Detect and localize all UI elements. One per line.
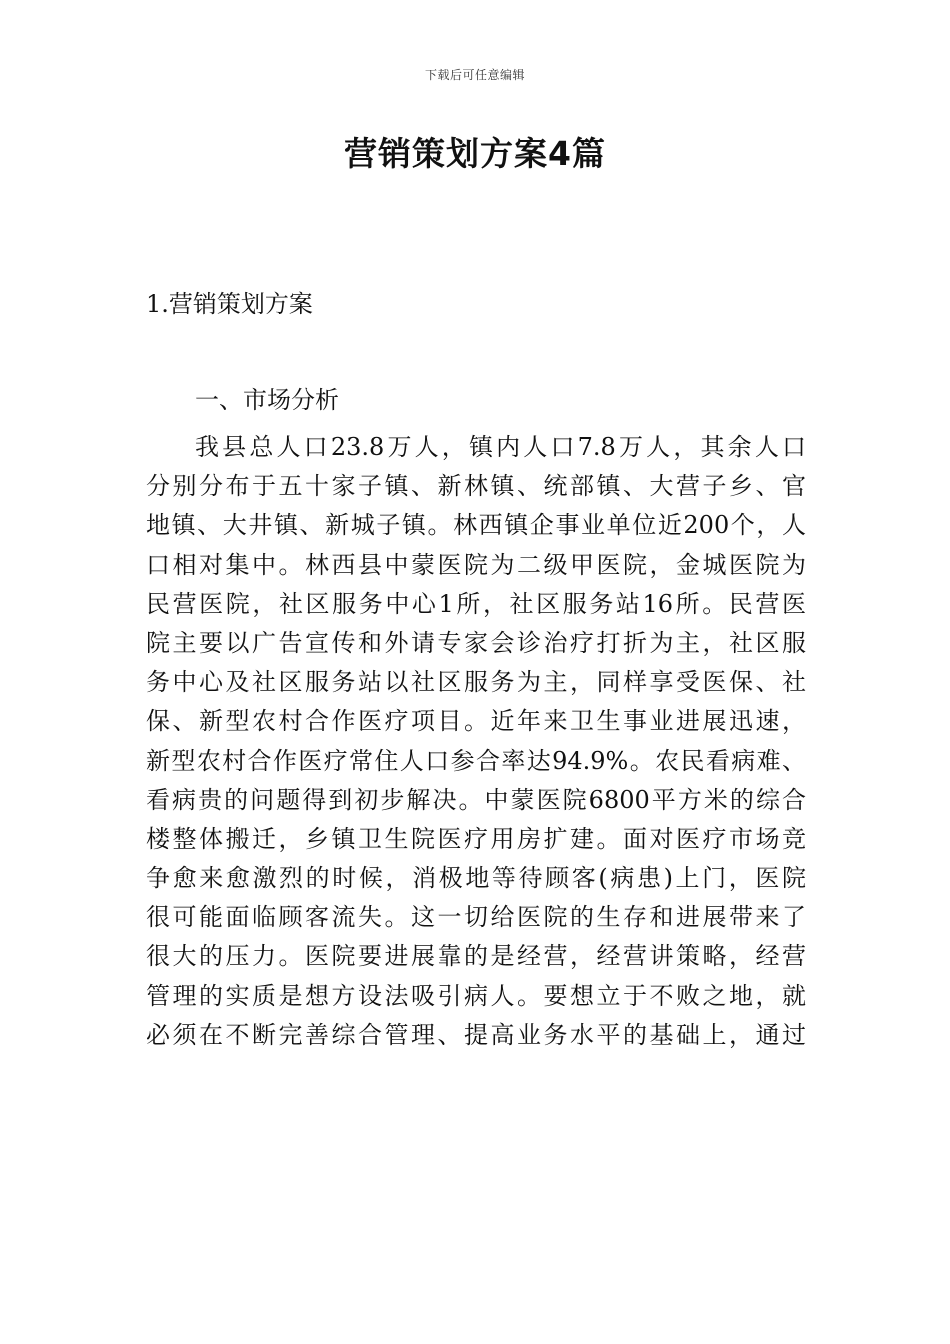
body-line: 我县总人口23.8万人，镇内人口7.8万人，其余人口: [195, 433, 806, 461]
body-line: 管理的实质是想方设法吸引病人。要想立于不败之地，就: [146, 981, 806, 1010]
body-line: 楼整体搬迁，乡镇卫生院医疗用房扩建。面对医疗市场竞: [146, 824, 806, 853]
body-line: 民营医院，社区服务中心1所，社区服务站16所。民营医: [146, 589, 806, 618]
document-title: 营销策划方案4篇: [344, 134, 606, 173]
body-line: 分别分布于五十家子镇、新林镇、统部镇、大营子乡、官: [146, 472, 806, 501]
header-note: 下载后可任意编辑: [424, 68, 525, 82]
body-line: 很大的压力。医院要进展靠的是经营，经营讲策略，经营: [146, 942, 806, 971]
body-line: 看病贵的问题得到初步解决。中蒙医院6800平方米的综合: [146, 785, 806, 814]
body-line: 必须在不断完善综合管理、提高业务水平的基础上，通过: [146, 1020, 806, 1049]
body-line: 务中心及社区服务站以社区服务为主，同样享受医保、社: [146, 668, 806, 697]
body-line: 保、新型农村合作医疗项目。近年来卫生事业进展迅速，: [146, 707, 806, 736]
body-line: 新型农村合作医疗常住人口参合率达94.9%。农民看病难、: [146, 746, 806, 775]
section-heading: 1.营销策划方案: [146, 290, 313, 318]
body-line: 院主要以广告宣传和外请专家会诊治疗打折为主，社区服: [146, 628, 806, 657]
sub-heading-market-analysis: 一、市场分析: [195, 386, 339, 414]
body-paragraph: [146, 428, 806, 1055]
body-line: 口相对集中。林西县中蒙医院为二级甲医院，金城医院为: [146, 550, 806, 579]
body-line: 很可能面临顾客流失。这一切给医院的生存和进展带来了: [146, 903, 806, 932]
body-line: 地镇、大井镇、新城子镇。林西镇企事业单位近200个，人: [146, 511, 806, 540]
body-line: 争愈来愈激烈的时候，消极地等待顾客(病患)上门，医院: [146, 864, 806, 893]
